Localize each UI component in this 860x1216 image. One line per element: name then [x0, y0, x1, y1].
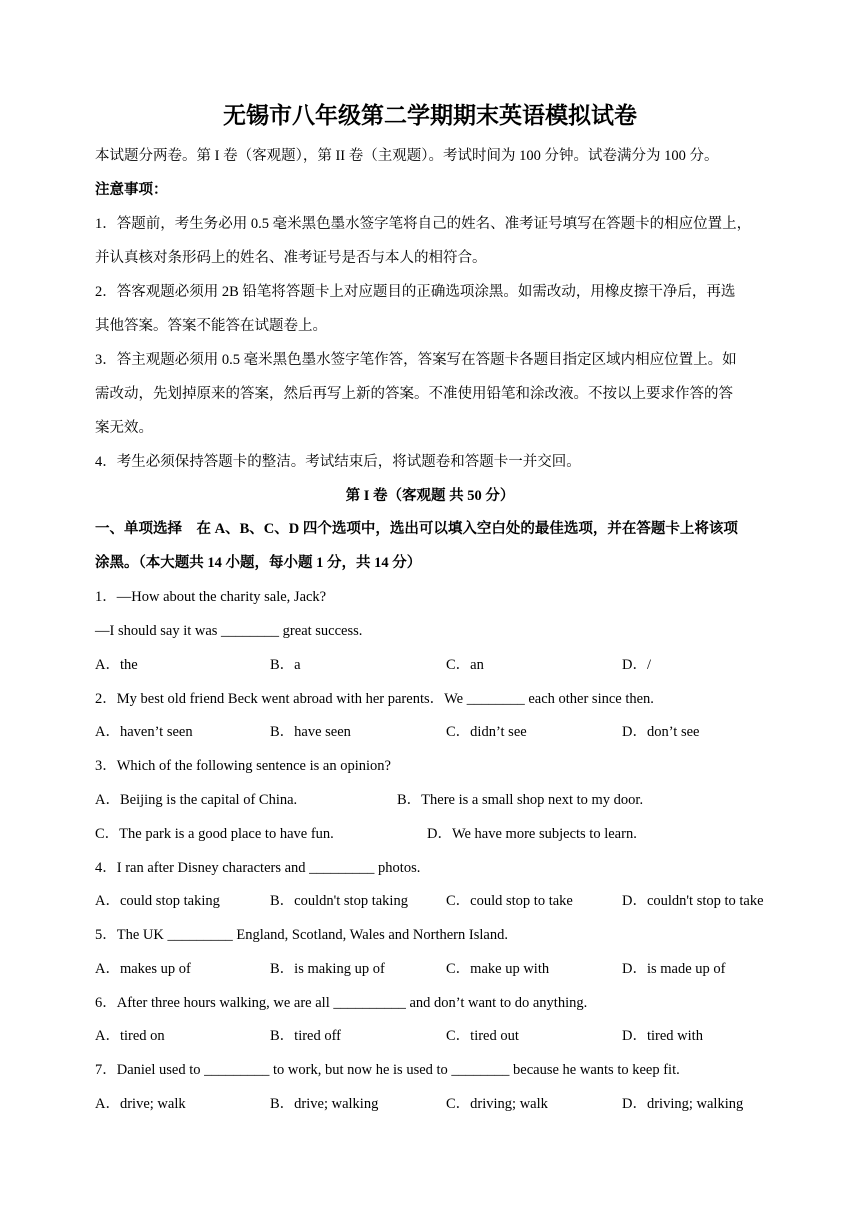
question-1-option-c: C．an [446, 657, 484, 673]
question-3-option-a: A．Beijing is the capital of China. [95, 792, 298, 808]
question-2-option-a: A．haven’t seen [95, 724, 193, 740]
notice-item-1-line-1: 1．答题前，考生务必用 0.5 毫米黑色墨水签字笔将自己的姓名、准考证号填写在答题卡的相应位置上， [95, 216, 752, 232]
notice-item-3-line-2: 需改动，先划掉原来的答案，然后再写上新的答案。不准使用铅笔和涂改液。不按以上要求作答的答 [95, 386, 733, 402]
question-2-option-b: B．have seen [270, 724, 351, 740]
question-5-stem: 5．The UK _________ England, Scotland, Wales and Northern Island. [95, 927, 508, 943]
notice-item-1-line-2: 并认真核对条形码上的姓名、准考证号是否与本人的相符合。 [95, 250, 487, 266]
question-2-stem: 2．My best old friend Beck went abroad with her parents．We ________ each other since then. [95, 691, 654, 707]
section1-instructions-line-1: 一、单项选择 在 A、B、C、D 四个选项中，选出可以填入空白处的最佳选项，并在答题卡上将该项 [95, 521, 738, 537]
question-3-option-b: B．There is a small shop next to my door. [397, 792, 644, 808]
question-6-option-d: D．tired with [622, 1028, 703, 1044]
question-3-stem: 3．Which of the following sentence is an opinion? [95, 758, 391, 774]
question-7-option-c: C．driving; walk [446, 1096, 548, 1112]
notice-heading: 注意事项： [95, 182, 168, 198]
question-1-option-b: B．a [270, 657, 301, 673]
question-7-option-d: D．driving; walking [622, 1096, 744, 1112]
question-4-stem: 4．I ran after Disney characters and _________ photos. [95, 860, 421, 876]
question-5-option-d: D．is made up of [622, 961, 726, 977]
question-4-option-a: A．could stop taking [95, 893, 220, 909]
question-1-option-d: D．/ [622, 657, 651, 673]
notice-item-3-line-1: 3．答主观题必须用 0.5 毫米黑色墨水签字笔作答，答案写在答题卡各题目指定区域内相应位置上。如 [95, 352, 737, 368]
notice-item-2-line-1: 2．答客观题必须用 2B 铅笔将答题卡上对应题目的正确选项涂黑。如需改动，用橡皮擦干净后，再选 [95, 284, 736, 300]
question-6-option-b: B．tired off [270, 1028, 342, 1044]
question-4-option-c: C．could stop to take [446, 893, 573, 909]
question-4-option-d: D．couldn't stop to take [622, 893, 764, 909]
question-1-stem-line-2: —I should say it was ________ great success. [95, 623, 363, 639]
question-2-option-c: C．didn’t see [446, 724, 527, 740]
intro-text: 本试题分两卷。第 I 卷（客观题），第 II 卷（主观题）。考试时间为 100 分钟。试卷满分为 100 分。 [95, 148, 719, 164]
question-1-option-a: A．the [95, 657, 138, 673]
question-6-option-a: A．tired on [95, 1028, 165, 1044]
question-3-option-d: D．We have more subjects to learn. [427, 826, 637, 842]
question-5-option-c: C．make up with [446, 961, 550, 977]
question-5-option-a: A．makes up of [95, 961, 191, 977]
notice-item-2-line-2: 其他答案。答案不能答在试题卷上。 [95, 318, 327, 334]
question-3-option-c: C．The park is a good place to have fun. [95, 826, 334, 842]
part1-heading: 第 I 卷（客观题 共 50 分） [345, 488, 515, 504]
section1-instructions-line-2: 涂黑。（本大题共 14 小题，每小题 1 分，共 14 分） [95, 555, 422, 571]
question-5-option-b: B．is making up of [270, 961, 385, 977]
question-6-stem: 6．After three hours walking, we are all __________ and don’t want to do anything. [95, 995, 588, 1011]
question-1-stem-line-1: 1．—How about the charity sale, Jack? [95, 589, 327, 605]
question-7-option-a: A．drive; walk [95, 1096, 186, 1112]
question-7-option-b: B．drive; walking [270, 1096, 379, 1112]
question-2-option-d: D．don’t see [622, 724, 700, 740]
question-7-stem: 7．Daniel used to _________ to work, but now he is used to ________ because he wants to keep fit. [95, 1062, 680, 1078]
notice-item-3-line-3: 案无效。 [95, 420, 153, 436]
page-title: 无锡市八年级第二学期期末英语模拟试卷 [223, 103, 637, 128]
notice-item-4-line-1: 4．考生必须保持答题卡的整洁。考试结束后，将试题卷和答题卡一并交回。 [95, 454, 581, 470]
question-6-option-c: C．tired out [446, 1028, 519, 1044]
question-4-option-b: B．couldn't stop taking [270, 893, 408, 909]
